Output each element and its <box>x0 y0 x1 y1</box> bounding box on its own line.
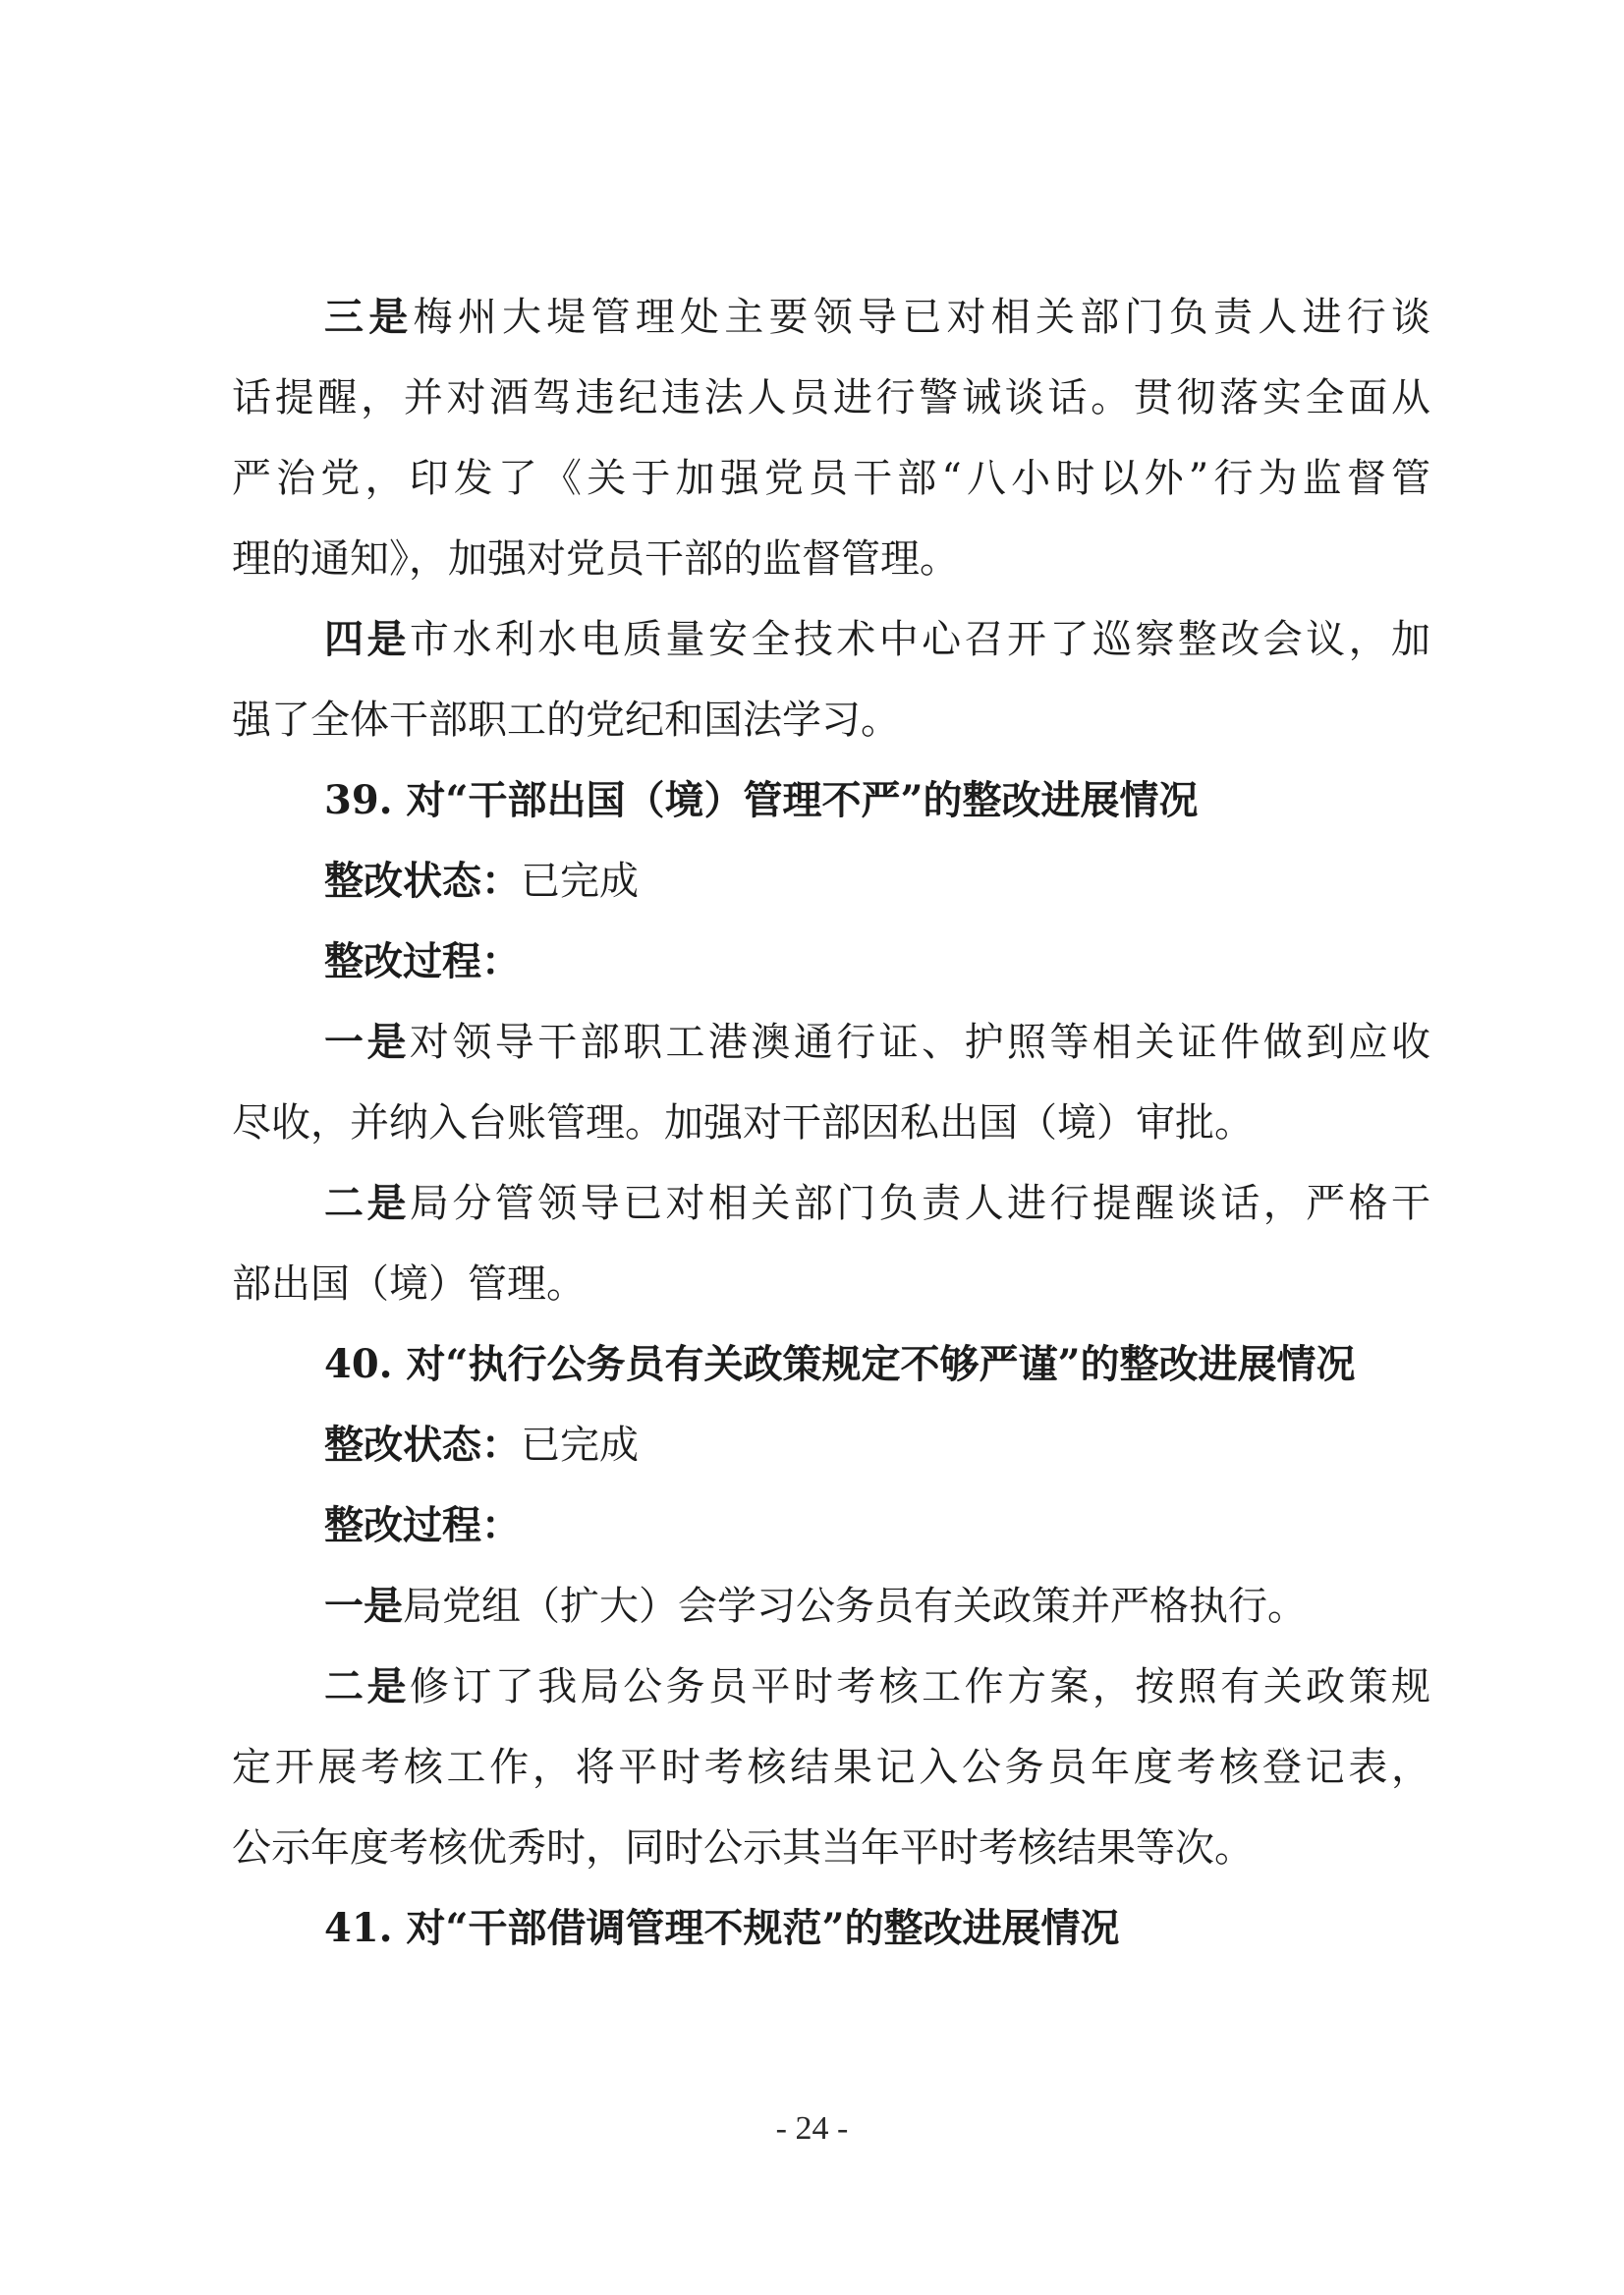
paragraph-text: 局分管领导已对相关部门负责人进行提醒谈话，严格干 <box>409 1181 1430 1226</box>
section-heading: 40. 对“执行公务员有关政策规定不够严谨”的整改进展情况 <box>324 1341 1356 1387</box>
paragraph-line <box>232 519 1430 599</box>
paragraph-text: 话提醒，并对酒驾违纪违法人员进行警诫谈话。贯彻落实全面从 <box>232 375 1430 420</box>
paragraph-text: 尽收，并纳入台账管理。加强对干部因私出国（境）审批。 <box>232 1100 1254 1146</box>
section-heading: 41. 对“干部借调管理不规范”的整改进展情况 <box>324 1905 1120 1951</box>
status-value: 已完成 <box>521 859 639 904</box>
page-number: - 24 - <box>775 2110 849 2147</box>
paragraph-line <box>232 1808 1430 1888</box>
paragraph-text: 严治党，印发了《关于加强党员干部“八小时以外”行为监督管 <box>232 456 1430 501</box>
paragraph-line <box>232 1566 1430 1647</box>
paragraph-line <box>232 1647 1430 1727</box>
paragraph-text: 局党组（扩大）会学习公务员有关政策并严格执行。 <box>403 1584 1307 1629</box>
status-label: 整改状态： <box>324 858 521 904</box>
section-heading: 39. 对“干部出国（境）管理不严”的整改进展情况 <box>324 777 1199 823</box>
paragraph-line <box>232 599 1430 680</box>
status-label: 整改状态： <box>324 1422 521 1468</box>
paragraph-line <box>232 358 1430 438</box>
paragraph-text: 公示年度考核优秀时，同时公示其当年平时考核结果等次。 <box>232 1825 1254 1871</box>
paragraph-lead: 一是 <box>324 1583 403 1629</box>
paragraph-lead: 一是 <box>324 1019 410 1065</box>
paragraph-lead: 二是 <box>324 1663 410 1709</box>
paragraph-line <box>232 1727 1430 1808</box>
paragraph-line <box>232 438 1430 519</box>
status-line <box>232 1405 1430 1485</box>
process-label: 整改过程： <box>324 1502 521 1548</box>
paragraph-text: 部出国（境）管理。 <box>232 1261 586 1307</box>
paragraph-lead: 三是 <box>324 294 414 340</box>
paragraph-text: 定开展考核工作，将平时考核结果记入公务员年度考核登记表， <box>232 1745 1430 1790</box>
paragraph-text: 对领导干部职工港澳通行证、护照等相关证件做到应收 <box>409 1020 1430 1065</box>
paragraph-text: 强了全体干部职工的党纪和国法学习。 <box>232 698 900 743</box>
paragraph-line <box>232 1163 1430 1244</box>
status-value: 已完成 <box>521 1423 639 1468</box>
paragraph-lead: 四是 <box>324 616 410 662</box>
process-label: 整改过程： <box>324 938 521 984</box>
paragraph-text: 梅州大堤管理处主要领导已对相关部门负责人进行谈 <box>413 295 1430 340</box>
paragraph-line <box>232 1244 1430 1324</box>
process-line <box>232 1485 1430 1566</box>
status-line <box>232 841 1430 922</box>
paragraph-line <box>232 277 1430 358</box>
paragraph-line <box>232 680 1430 760</box>
paragraph-line <box>232 1083 1430 1163</box>
paragraph-lead: 二是 <box>324 1180 410 1226</box>
paragraph-text: 市水利水电质量安全技术中心召开了巡察整改会议，加 <box>409 617 1430 662</box>
body-text <box>232 277 1430 1969</box>
paragraph-text: 理的通知》，加强对党员干部的监督管理。 <box>232 536 959 582</box>
paragraph-line <box>232 1002 1430 1083</box>
process-line <box>232 922 1430 1002</box>
paragraph-text: 修订了我局公务员平时考核工作方案，按照有关政策规 <box>409 1664 1430 1709</box>
